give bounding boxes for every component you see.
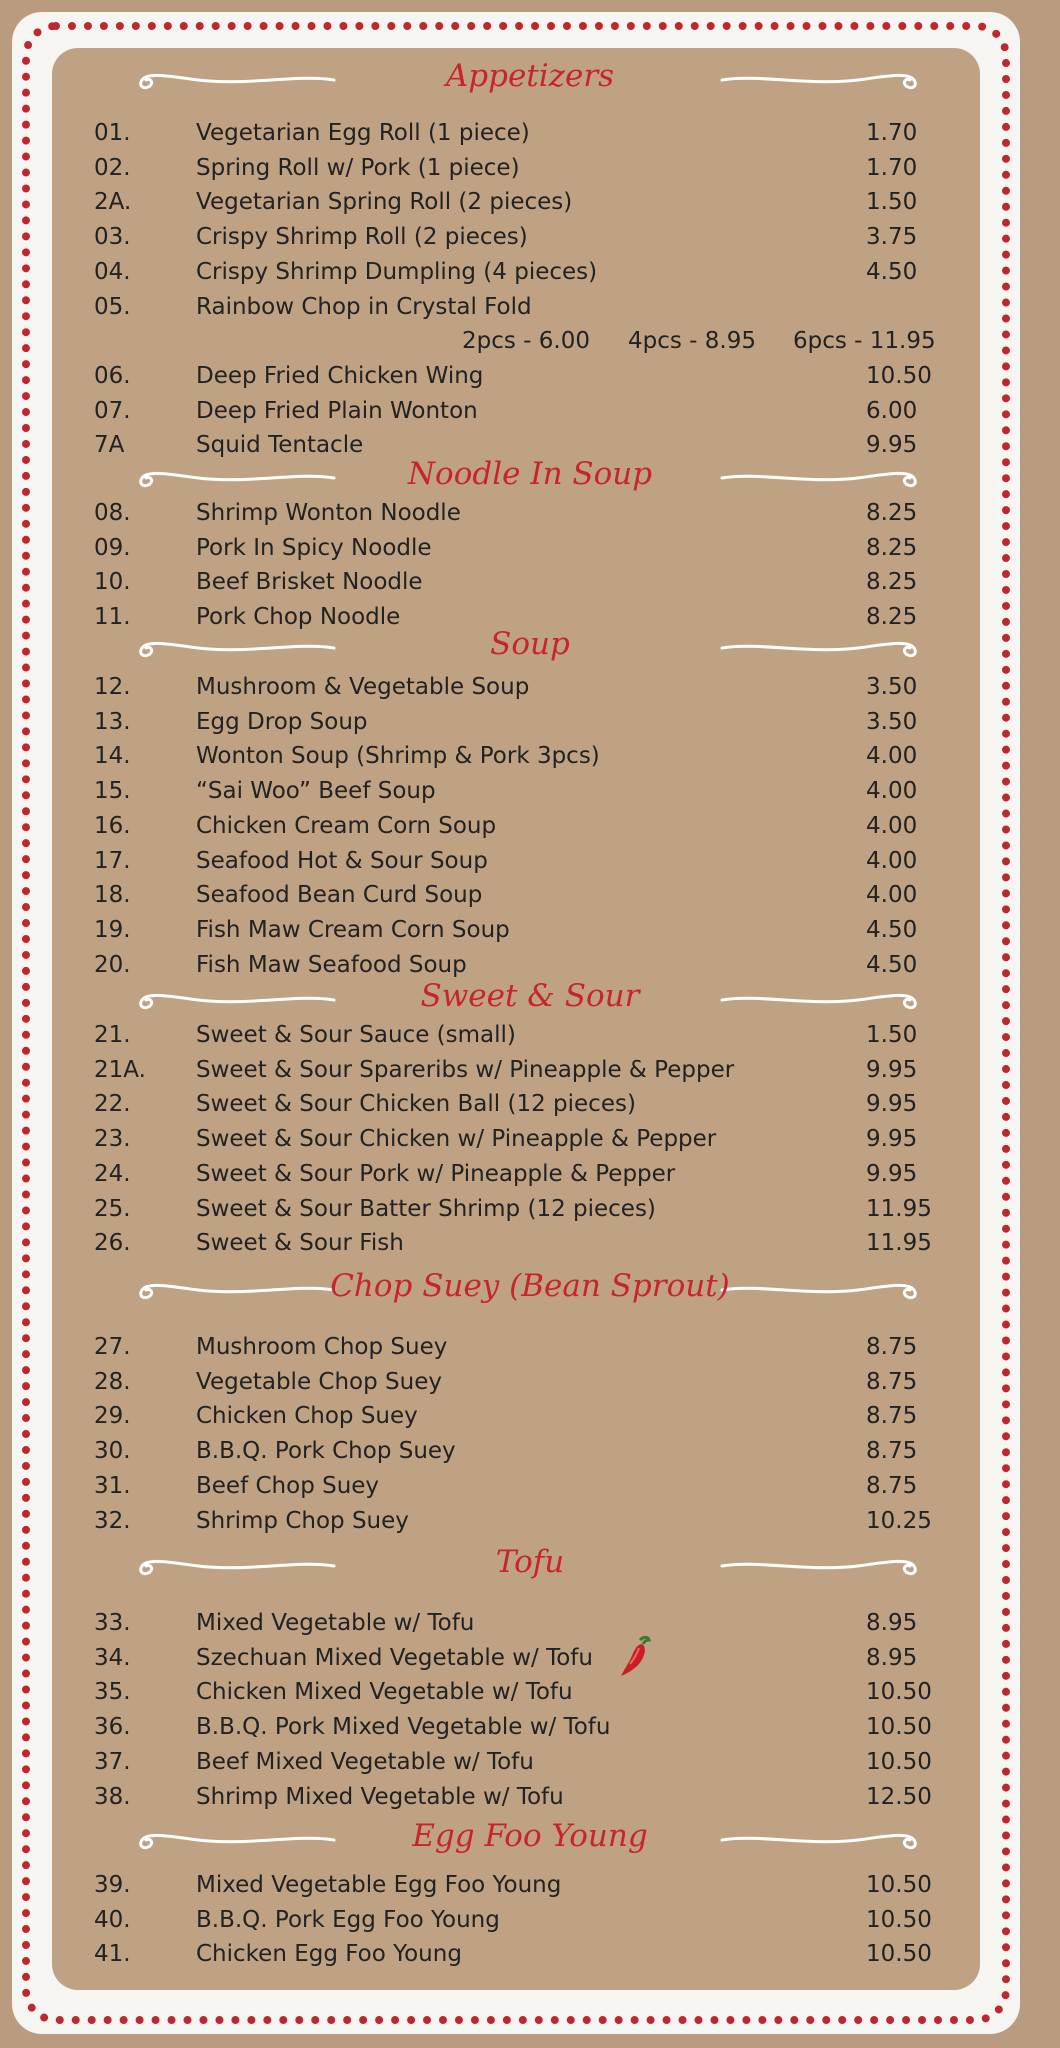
menu-item: [0, 878, 1060, 912]
menu-item: [0, 913, 1060, 947]
item-number: 09.: [94, 534, 131, 561]
item-number: 25.: [94, 1195, 131, 1222]
item-price: 10.50: [866, 1906, 932, 1933]
item-number: 21A.: [94, 1056, 146, 1083]
item-price: 11.95: [866, 1230, 932, 1257]
menu-item: [0, 394, 1060, 428]
item-price: 4.00: [866, 812, 918, 839]
item-name: “Sai Woo” Beef Soup: [196, 778, 436, 805]
item-name: Deep Fried Chicken Wing: [196, 362, 484, 389]
item-price: 8.75: [866, 1334, 918, 1360]
menu-item: [0, 1903, 1060, 1937]
item-number: 13.: [94, 708, 131, 735]
menu-item: [0, 185, 1060, 219]
menu-item: [0, 1053, 1060, 1087]
item-name: Mushroom Chop Suey: [196, 1334, 448, 1360]
item-name: Deep Fried Plain Wonton: [196, 397, 478, 424]
item-name: Pork In Spicy Noodle: [196, 534, 432, 561]
item-price: 1.70: [866, 120, 918, 146]
item-name: Pork Chop Noodle: [196, 604, 401, 631]
item-price: 4.50: [866, 916, 918, 943]
item-number: 40.: [94, 1906, 131, 1933]
item-number: 20.: [94, 951, 131, 978]
section-header-soup: [0, 628, 1060, 668]
item-number: 10.: [94, 569, 131, 596]
item-price: 1.70: [866, 154, 918, 181]
item-name: Chicken Egg Foo Young: [196, 1941, 462, 1968]
item-price: 10.25: [866, 1507, 932, 1534]
item-number: 7A: [94, 432, 125, 459]
size-option: 4pcs - 8.95: [628, 328, 756, 355]
item-number: 31.: [94, 1472, 131, 1499]
item-price: 9.95: [866, 1091, 918, 1118]
item-price: 1.50: [866, 189, 918, 216]
item-name: Sweet & Sour Sauce (small): [196, 1022, 516, 1048]
menu-item: [0, 531, 1060, 565]
item-price: 9.95: [866, 1160, 918, 1187]
item-price: 8.75: [866, 1438, 918, 1465]
item-name: Seafood Bean Curd Soup: [196, 882, 483, 909]
item-name: Squid Tentacle: [196, 432, 364, 459]
menu-item: [0, 1434, 1060, 1468]
section-title: Appetizers: [445, 58, 615, 94]
item-name: Egg Drop Soup: [196, 708, 368, 735]
section-title: Tofu: [495, 1544, 565, 1580]
item-price: 3.75: [866, 224, 918, 251]
item-number: 39.: [94, 1872, 131, 1898]
item-number: 32.: [94, 1507, 131, 1534]
item-number: 05.: [94, 293, 131, 320]
menu-item: [0, 774, 1060, 808]
item-name: B.B.Q. Pork Egg Foo Young: [196, 1906, 500, 1933]
item-price: 8.75: [866, 1472, 918, 1499]
item-price: 8.25: [866, 569, 918, 596]
item-number: 35.: [94, 1679, 131, 1706]
item-price: 8.95: [866, 1644, 918, 1671]
item-number: 27.: [94, 1334, 131, 1360]
menu-item: [0, 1710, 1060, 1744]
menu-item: [0, 565, 1060, 599]
item-number: 01.: [94, 120, 131, 146]
menu-item: [0, 1606, 1060, 1640]
item-number: 21.: [94, 1022, 131, 1048]
item-number: 30.: [94, 1438, 131, 1465]
menu-item: [0, 151, 1060, 185]
item-number: 26.: [94, 1230, 131, 1257]
menu-item: [0, 290, 1060, 324]
item-number: 02.: [94, 154, 131, 181]
menu-item: [0, 116, 1060, 150]
item-name: Mushroom & Vegetable Soup: [196, 674, 530, 700]
item-price: 9.95: [866, 1126, 918, 1153]
menu-item: [0, 1157, 1060, 1191]
item-price: 4.50: [866, 258, 918, 285]
menu-item: [0, 1399, 1060, 1433]
item-number: 04.: [94, 258, 131, 285]
item-price: 3.50: [866, 674, 918, 700]
section-title: Noodle In Soup: [407, 456, 653, 492]
item-number: 34.: [94, 1644, 131, 1671]
menu-item: [0, 739, 1060, 773]
menu-item: [0, 1937, 1060, 1971]
item-name: Chicken Mixed Vegetable w/ Tofu: [196, 1679, 573, 1706]
item-name: Spring Roll w/ Pork (1 piece): [196, 154, 520, 181]
menu-item: [0, 1675, 1060, 1709]
item-price: 4.00: [866, 778, 918, 805]
item-price: 10.50: [866, 1714, 932, 1741]
menu-item: [0, 670, 1060, 704]
item-price: 1.50: [866, 1022, 918, 1048]
item-number: 37.: [94, 1748, 131, 1775]
item-price: 9.95: [866, 1056, 918, 1083]
section-title: Egg Foo Young: [412, 1818, 648, 1854]
item-price: 8.75: [866, 1368, 918, 1395]
menu-item: [0, 1504, 1060, 1538]
item-price: 4.00: [866, 882, 918, 909]
menu-item: [0, 1122, 1060, 1156]
item-name: Shrimp Chop Suey: [196, 1507, 409, 1534]
size-option: 6pcs - 11.95: [793, 328, 936, 355]
item-price: 8.95: [866, 1610, 918, 1636]
item-name: Sweet & Sour Fish: [196, 1230, 404, 1257]
item-price: 10.50: [866, 1872, 932, 1898]
item-name: Chicken Chop Suey: [196, 1403, 418, 1430]
menu-item: [0, 255, 1060, 289]
menu-item: [0, 1226, 1060, 1260]
item-number: 41.: [94, 1941, 131, 1968]
section-header-chopsuey: [0, 1270, 1060, 1310]
item-name: Sweet & Sour Spareribs w/ Pineapple & Pepper: [196, 1056, 735, 1083]
menu-item: [0, 1018, 1060, 1052]
item-name: Chicken Cream Corn Soup: [196, 812, 497, 839]
menu-item: [0, 809, 1060, 843]
item-number: 08.: [94, 500, 131, 526]
menu-item: [0, 359, 1060, 393]
menu-item: [0, 496, 1060, 530]
item-name: Seafood Hot & Sour Soup: [196, 847, 488, 874]
item-name: B.B.Q. Pork Chop Suey: [196, 1438, 456, 1465]
menu-item: [0, 1087, 1060, 1121]
menu-item: [0, 1192, 1060, 1226]
item-number: 28.: [94, 1368, 131, 1395]
menu-item: [0, 1641, 1060, 1675]
section-header-noodle: [0, 458, 1060, 498]
item-name: Szechuan Mixed Vegetable w/ Tofu: [196, 1644, 593, 1671]
item-number: 23.: [94, 1126, 131, 1153]
item-price: 8.75: [866, 1403, 918, 1430]
section-header-appetizers: [0, 60, 1060, 100]
menu-item: [0, 1469, 1060, 1503]
item-name: Fish Maw Seafood Soup: [196, 951, 467, 978]
item-name: Fish Maw Cream Corn Soup: [196, 916, 510, 943]
chili-pepper-icon: [618, 1634, 652, 1678]
item-name: Vegetarian Spring Roll (2 pieces): [196, 189, 573, 216]
item-number: 22.: [94, 1091, 131, 1118]
item-name: Rainbow Chop in Crystal Fold: [196, 293, 532, 320]
item-number: 19.: [94, 916, 131, 943]
item-number: 15.: [94, 778, 131, 805]
section-title: Soup: [490, 626, 570, 662]
item-price: 4.00: [866, 847, 918, 874]
item-price: 3.50: [866, 708, 918, 735]
menu-item: [0, 1868, 1060, 1902]
item-name: Vegetable Chop Suey: [196, 1368, 442, 1395]
item-number: 29.: [94, 1403, 131, 1430]
item-price: 8.25: [866, 604, 918, 631]
item-number: 03.: [94, 224, 131, 251]
item-number: 16.: [94, 812, 131, 839]
item-price: 9.95: [866, 432, 918, 459]
item-name: Mixed Vegetable Egg Foo Young: [196, 1872, 562, 1898]
section-header-tofu: [0, 1546, 1060, 1586]
item-name: Sweet & Sour Batter Shrimp (12 pieces): [196, 1195, 656, 1222]
menu-item: [0, 1780, 1060, 1814]
item-price: 6.00: [866, 397, 918, 424]
section-title: Chop Suey (Bean Sprout): [330, 1268, 730, 1304]
menu-item: [0, 1330, 1060, 1364]
item-number: 06.: [94, 362, 131, 389]
menu-item: [0, 705, 1060, 739]
item-name: Vegetarian Egg Roll (1 piece): [196, 120, 530, 146]
item-name: Sweet & Sour Pork w/ Pineapple & Pepper: [196, 1160, 676, 1187]
item-number: 12.: [94, 674, 131, 700]
item-name: Mixed Vegetable w/ Tofu: [196, 1610, 475, 1636]
menu-item: [0, 220, 1060, 254]
item-number: 18.: [94, 882, 131, 909]
item-price: 8.25: [866, 500, 918, 526]
item-name: Sweet & Sour Chicken w/ Pineapple & Pepper: [196, 1126, 717, 1153]
item-number: 17.: [94, 847, 131, 874]
item-name: Crispy Shrimp Roll (2 pieces): [196, 224, 528, 251]
item-name: Sweet & Sour Chicken Ball (12 pieces): [196, 1091, 636, 1118]
item-price: 4.00: [866, 743, 918, 770]
item-number: 33.: [94, 1610, 131, 1636]
item-name: Shrimp Mixed Vegetable w/ Tofu: [196, 1783, 564, 1810]
item-number: 38.: [94, 1783, 131, 1810]
item-price: 10.50: [866, 362, 932, 389]
item-price: 10.50: [866, 1679, 932, 1706]
item-price: 10.50: [866, 1748, 932, 1775]
item-number: 2A.: [94, 189, 132, 216]
item-number: 14.: [94, 743, 131, 770]
item-name: Crispy Shrimp Dumpling (4 pieces): [196, 258, 598, 285]
item-price: 8.25: [866, 534, 918, 561]
item-price: 10.50: [866, 1941, 932, 1968]
item-name: B.B.Q. Pork Mixed Vegetable w/ Tofu: [196, 1714, 611, 1741]
item-name: Beef Chop Suey: [196, 1472, 380, 1499]
menu-item: [0, 1745, 1060, 1779]
item-price: 11.95: [866, 1195, 932, 1222]
section-title: Sweet & Sour: [420, 978, 640, 1014]
item-number: 07.: [94, 397, 131, 424]
item-number: 24.: [94, 1160, 131, 1187]
section-header-eggfoo: [0, 1820, 1060, 1860]
item-name: Wonton Soup (Shrimp & Pork 3pcs): [196, 743, 600, 770]
section-header-sweetsour: [0, 980, 1060, 1020]
item-size-options: [0, 324, 1060, 358]
size-option: 2pcs - 6.00: [462, 328, 590, 355]
item-price: 12.50: [866, 1783, 932, 1810]
item-number: 36.: [94, 1714, 131, 1741]
item-name: Shrimp Wonton Noodle: [196, 500, 461, 526]
item-name: Beef Mixed Vegetable w/ Tofu: [196, 1748, 534, 1775]
item-number: 11.: [94, 604, 131, 631]
item-name: Beef Brisket Noodle: [196, 569, 423, 596]
item-price: 4.50: [866, 951, 918, 978]
menu-item: [0, 1365, 1060, 1399]
menu-item: [0, 844, 1060, 878]
